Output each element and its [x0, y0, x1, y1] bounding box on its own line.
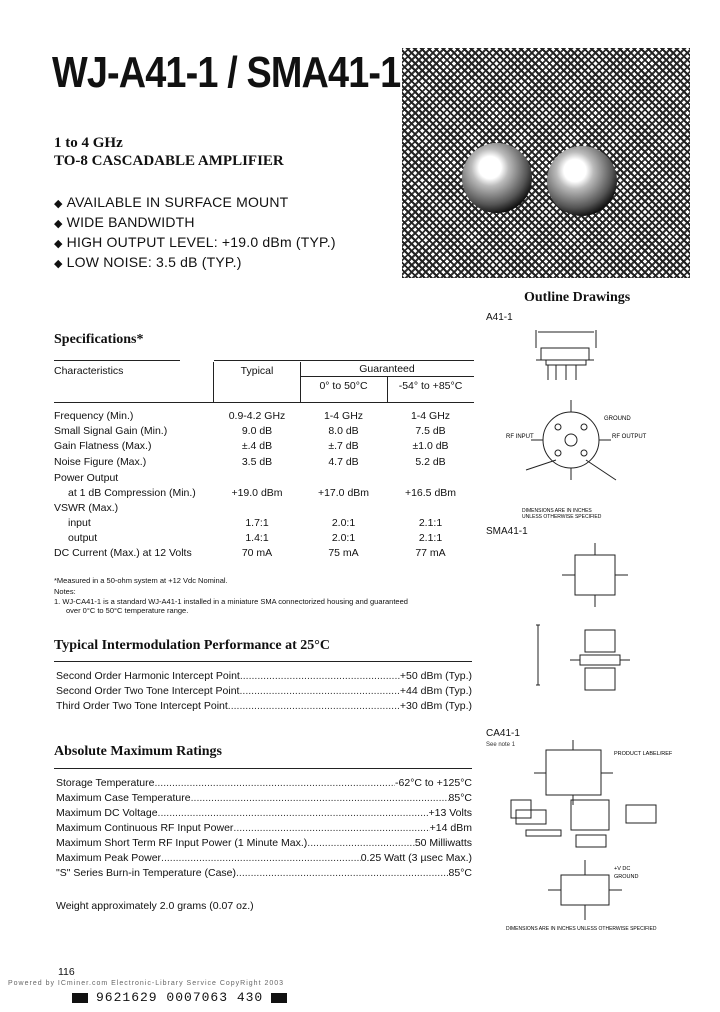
diamond-bullet-icon: ◆: [54, 198, 63, 210]
barcode-line: 9621629 0007063 430: [72, 990, 287, 1005]
spec-typical: 1.4:1: [245, 532, 269, 544]
a41-outline-drawing: [486, 320, 696, 530]
spec-label: Small Signal Gain (Min.): [54, 425, 168, 437]
row-value: +14 dBm: [429, 822, 472, 834]
row-value: 85°C: [448, 792, 472, 804]
row-label: Maximum DC Voltage: [56, 807, 158, 819]
notes-label: Notes:: [54, 587, 76, 596]
footnote-measured: *Measured in a 50-ohm system at +12 Vdc Nominal.: [54, 576, 228, 585]
outline-heading: Outline Drawings: [524, 290, 631, 305]
sma41-outline-drawing: [500, 535, 670, 725]
leader-row: [56, 837, 472, 849]
svg-text:DIMENSIONS ARE IN INCHES UNLES: DIMENSIONS ARE IN INCHES UNLESS OTHERWISE SPECIFIED: [506, 926, 657, 932]
row-value: +44 dBm (Typ.): [399, 685, 472, 697]
weight-note: Weight approximately 2.0 grams (0.07 oz.): [56, 900, 254, 912]
note-1-continued: over 0°C to 50°C temperature range.: [66, 606, 189, 615]
feature-item: ◆ LOW NOISE: 3.5 dB (TYP.): [54, 254, 242, 270]
specifications-heading: Specifications*: [54, 332, 144, 347]
spec-guaranteed-1: +17.0 dBm: [317, 487, 370, 499]
row-value: +30 dBm (Typ.): [399, 700, 472, 712]
outline-a41-label: A41-1: [486, 312, 513, 323]
col-guaranteed: Guaranteed: [359, 363, 415, 375]
spec-guaranteed-2: 2.1:1: [418, 532, 443, 544]
credits-watermark: Powered by ICminer.com Electronic-Library Service CopyRight 2003: [8, 980, 285, 987]
spec-guaranteed-1: 1-4 GHz: [323, 410, 364, 422]
spec-label: at 1 dB Compression (Min.): [68, 487, 196, 499]
svg-text:RF INPUT: RF INPUT: [506, 434, 534, 440]
row-value: +50 dBm (Typ.): [399, 670, 472, 682]
spec-label: Noise Figure (Max.): [54, 456, 147, 468]
outline-see-note: See note 1: [486, 742, 516, 748]
row-label: "S" Series Burn-in Temperature (Case): [56, 867, 236, 879]
row-value: -62°C to +125°C: [395, 777, 472, 789]
leader-row: [56, 867, 472, 879]
page-number: 116: [58, 966, 75, 978]
row-value: +13 Volts: [428, 807, 472, 819]
diamond-bullet-icon: ◆: [54, 238, 63, 250]
outline-ca41-label: CA41-1: [486, 728, 520, 739]
spec-typical: ±.4 dB: [241, 440, 273, 452]
black-block: [271, 993, 287, 1003]
ca41-outline-drawing: [486, 735, 696, 935]
feature-item: ◆ HIGH OUTPUT LEVEL: +19.0 dBm (TYP.): [54, 234, 336, 250]
leader-row: [56, 777, 472, 789]
svg-text:GROUND: GROUND: [614, 874, 639, 880]
spec-guaranteed-1: 4.7 dB: [328, 456, 359, 468]
spec-guaranteed-2: +16.5 dBm: [404, 487, 457, 499]
spec-guaranteed-2: 2.1:1: [418, 517, 443, 529]
svg-text:+V DC: +V DC: [614, 866, 631, 872]
feature-item: ◆ AVAILABLE IN SURFACE MOUNT: [54, 194, 289, 210]
spec-guaranteed-1: 75 mA: [328, 547, 359, 559]
spec-typical: 1.7:1: [245, 517, 269, 529]
leader-row: [56, 700, 472, 712]
page-title: WJ-A41-1 / SMA41-1: [52, 48, 401, 97]
col-guaranteed-range-1: 0° to 50°C: [319, 380, 368, 392]
spec-typical: 70 mA: [241, 547, 273, 559]
leader-row: [56, 807, 472, 819]
svg-text:PRODUCT LABEL/REF: PRODUCT LABEL/REF: [614, 751, 673, 757]
leader-row: [56, 670, 472, 682]
spec-label: DC Current (Max.) at 12 Volts: [54, 547, 192, 559]
svg-text:UNLESS OTHERWISE SPECIFIED: UNLESS OTHERWISE SPECIFIED: [522, 514, 602, 520]
diamond-bullet-icon: ◆: [54, 218, 63, 230]
outline-sma41-label: SMA41-1: [486, 526, 528, 537]
leader-row: [56, 792, 472, 804]
col-guaranteed-range-2: -54° to +85°C: [398, 380, 463, 392]
row-value: 85°C: [448, 867, 472, 879]
frequency-range: 1 to 4 GHz: [54, 135, 123, 151]
black-block: [72, 993, 88, 1003]
spec-guaranteed-2: 5.2 dB: [415, 456, 446, 468]
leader-row: [56, 822, 472, 834]
spec-guaranteed-1: 8.0 dB: [328, 425, 359, 437]
spec-guaranteed-2: 7.5 dB: [415, 425, 446, 437]
row-label: Maximum Case Temperature: [56, 792, 191, 804]
note-1: 1. WJ-CA41-1 is a standard WJ-A41-1 installed in a miniature SMA connectorized housing and guaranteed: [54, 597, 408, 606]
col-characteristics: Characteristics: [54, 365, 124, 377]
spec-label: Frequency (Min.): [54, 410, 134, 422]
spec-guaranteed-2: 1-4 GHz: [410, 410, 451, 422]
spec-typical: 3.5 dB: [241, 456, 273, 468]
row-value: 50 Milliwatts: [414, 837, 472, 849]
spec-label: input: [68, 517, 91, 529]
spec-guaranteed-1: 2.0:1: [331, 532, 356, 544]
spec-label: VSWR (Max.): [54, 502, 119, 514]
diamond-bullet-icon: ◆: [54, 258, 63, 270]
row-label: Maximum Short Term RF Input Power (1 Minute Max.): [56, 837, 308, 849]
svg-text:RF OUTPUT: RF OUTPUT: [612, 434, 647, 440]
absmax-heading: Absolute Maximum Ratings: [54, 744, 223, 759]
spec-typical: +19.0 dBm: [231, 487, 283, 499]
spec-guaranteed-2: ±1.0 dB: [412, 440, 449, 452]
spec-typical: 0.9-4.2 GHz: [228, 410, 286, 422]
spec-label: Gain Flatness (Max.): [54, 440, 152, 452]
row-value: 0.25 Watt (3 µsec Max.): [360, 852, 472, 864]
spec-label: output: [68, 532, 98, 544]
product-photo: [402, 48, 690, 278]
col-typical: Typical: [240, 365, 274, 377]
row-label: Maximum Peak Power: [56, 852, 162, 864]
spec-guaranteed-1: 2.0:1: [331, 517, 356, 529]
spec-typical: 9.0 dB: [241, 425, 273, 437]
row-label: Maximum Continuous RF Input Power: [56, 822, 234, 834]
feature-item: ◆ WIDE BANDWIDTH: [54, 214, 195, 230]
spec-guaranteed-2: 77 mA: [415, 547, 446, 559]
row-label: Second Order Two Tone Intercept Point: [56, 685, 240, 697]
row-label: Storage Temperature: [56, 777, 155, 789]
subtitle: TO-8 CASCADABLE AMPLIFIER: [54, 153, 284, 169]
spec-guaranteed-1: ±.7 dB: [328, 440, 359, 452]
leader-row: [56, 852, 472, 864]
leader-row: [56, 685, 472, 697]
intermod-heading: Typical Intermodulation Performance at 25°C: [54, 638, 330, 653]
row-label: Second Order Harmonic Intercept Point: [56, 670, 240, 682]
spec-label: Power Output: [54, 472, 119, 484]
row-label: Third Order Two Tone Intercept Point: [56, 700, 228, 712]
svg-text:DIMENSIONS ARE IN INCHES: DIMENSIONS ARE IN INCHES: [522, 508, 592, 514]
svg-text:GROUND: GROUND: [604, 416, 631, 422]
